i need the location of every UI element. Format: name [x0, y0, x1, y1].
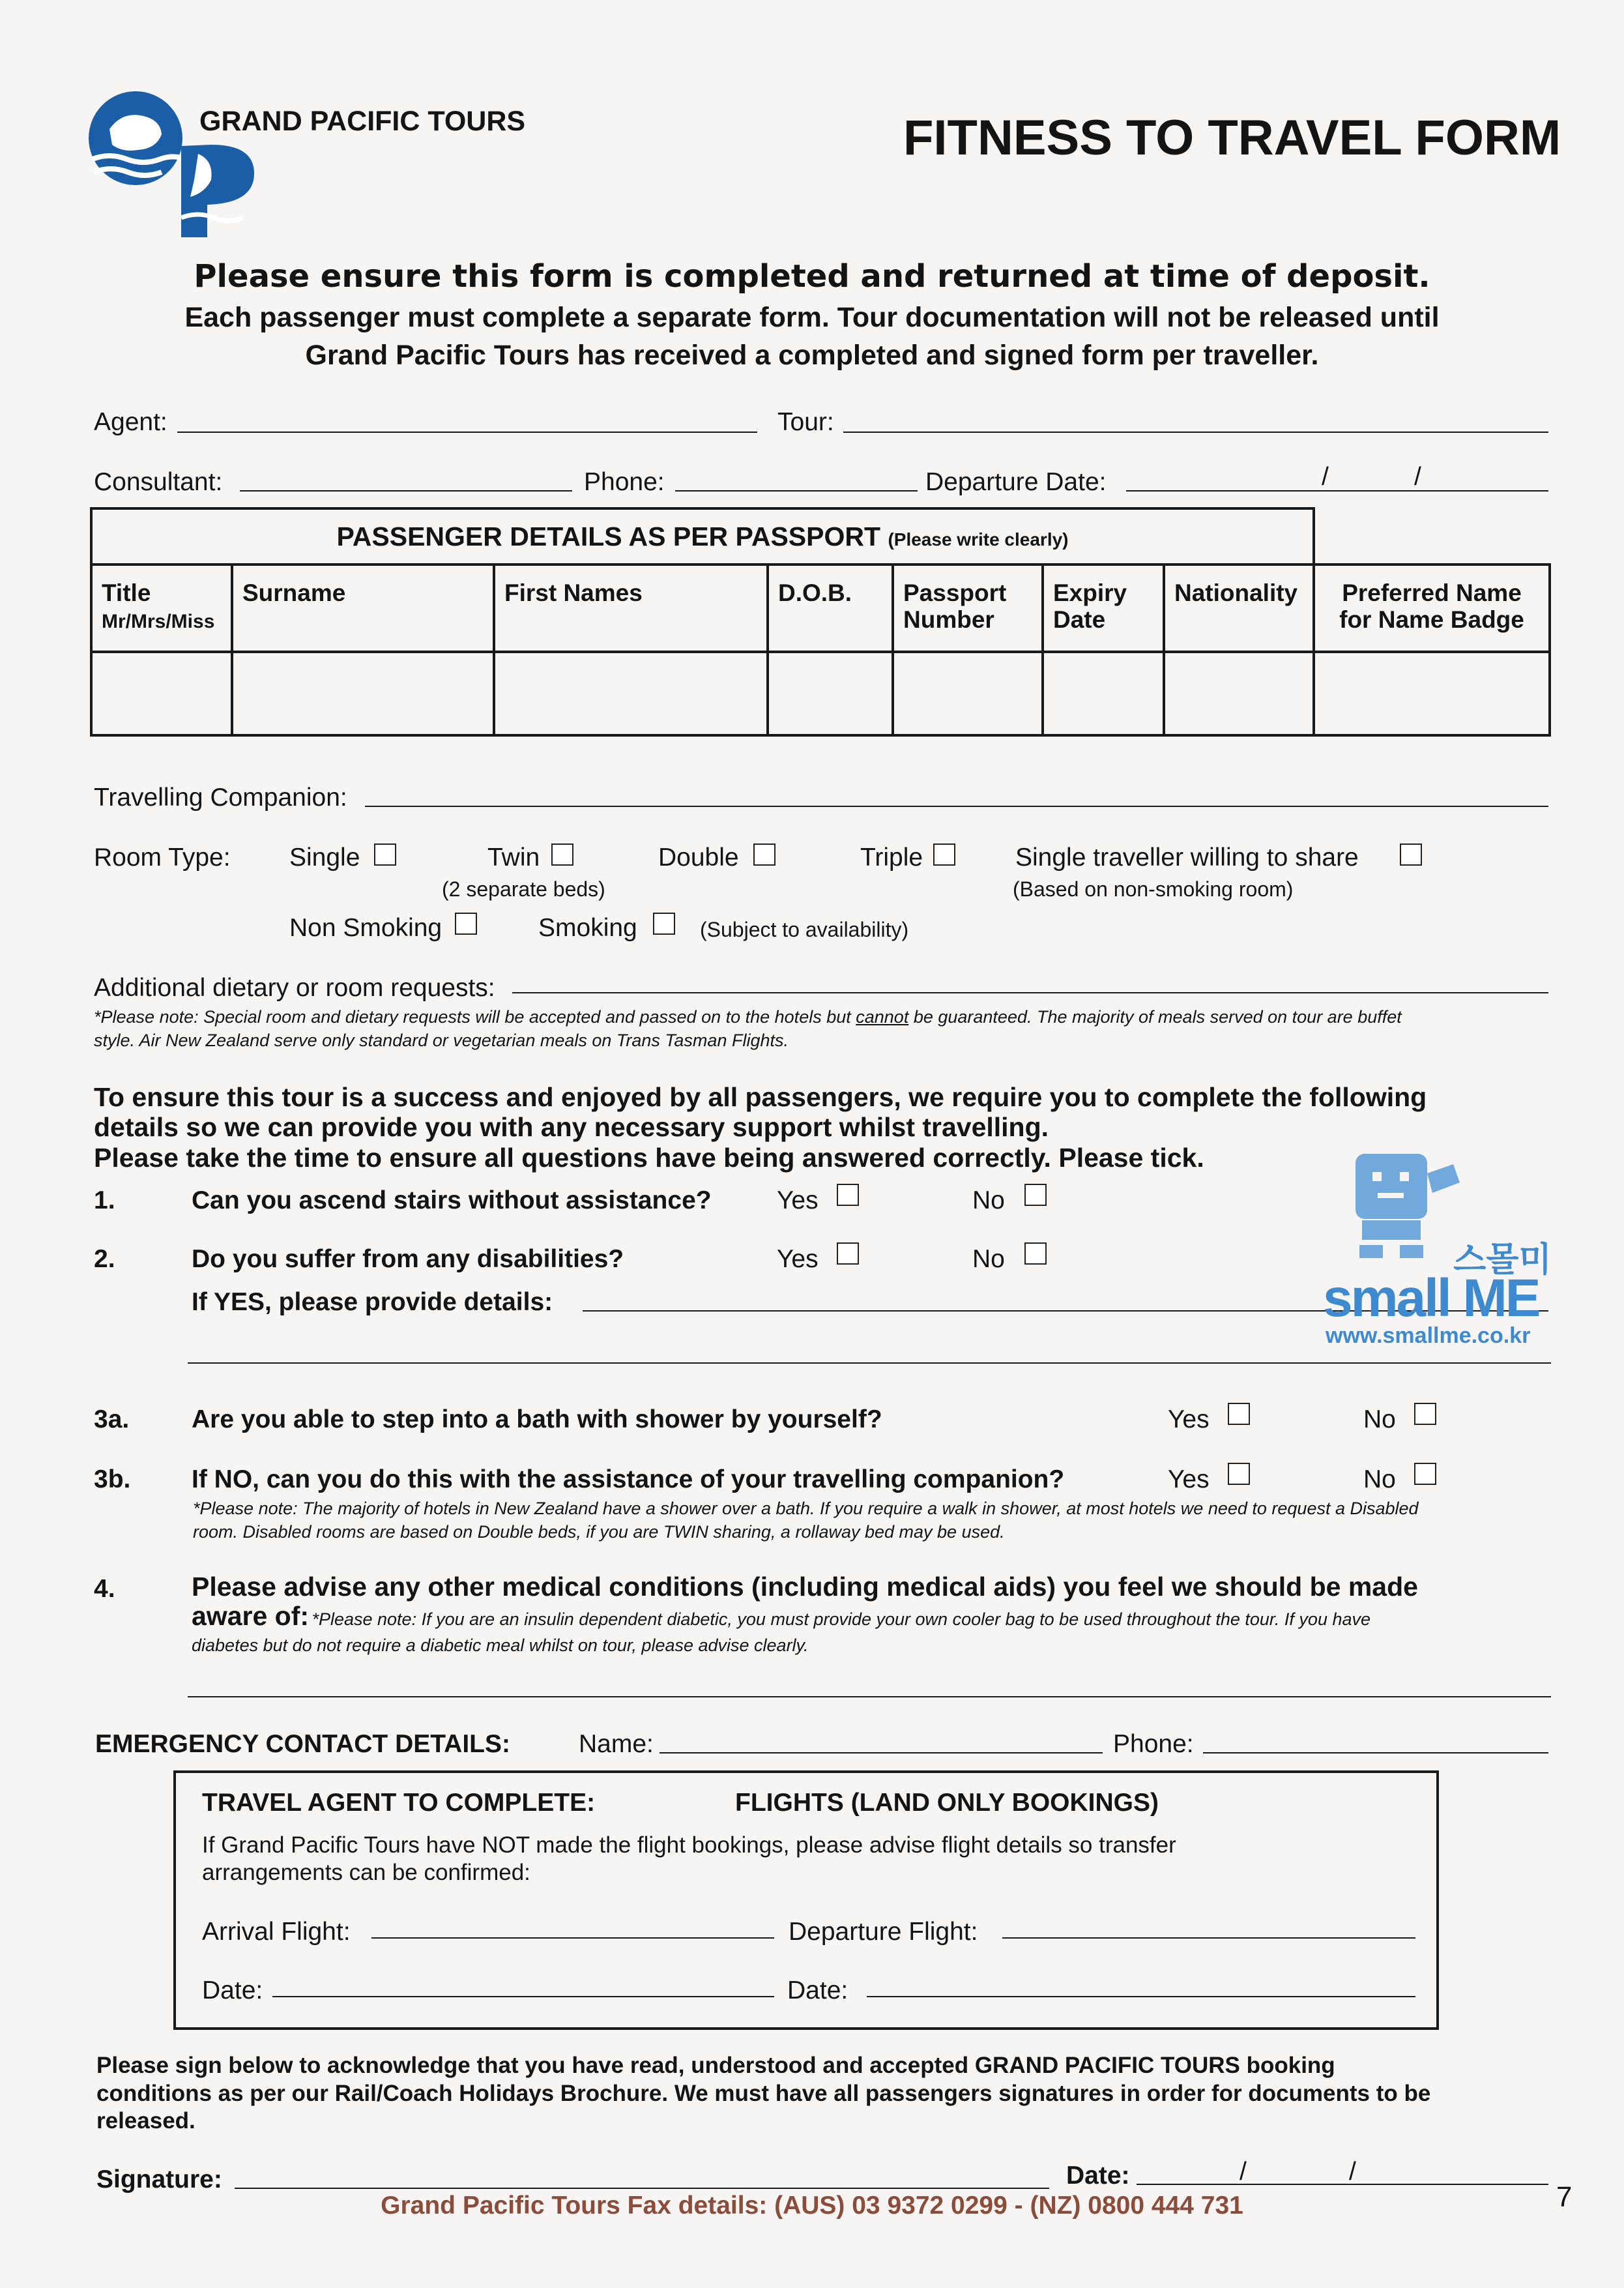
cell-first-names[interactable]: [494, 652, 768, 735]
col-nationality: Nationality: [1164, 565, 1314, 652]
passenger-table-title: PASSENGER DETAILS AS PER PASSPORT: [336, 521, 881, 551]
consultant-field[interactable]: [240, 490, 572, 491]
share-note: (Based on non-smoking room): [1013, 877, 1294, 901]
q3-note: *Please note: The majority of hotels in New Zealand have a shower over a bath. If you require a walk in shower, at most hotels we need to request a Disabled room. Disabled rooms are based on Double beds, if you are TWIN sharing, a rollaway bed may be used.: [193, 1499, 1419, 1542]
agent-box-title: TRAVEL AGENT TO COMPLETE:: [202, 1789, 596, 1817]
q3a-text: Are you able to step into a bath with shower by yourself?: [192, 1405, 882, 1433]
phone-field[interactable]: [675, 490, 918, 491]
q3b-no-checkbox[interactable]: [1414, 1463, 1436, 1485]
consultant-label: Consultant:: [94, 468, 223, 496]
intro-line-3: Grand Pacific Tours has received a completed and signed form per traveller.: [305, 340, 1319, 372]
q2-number: 2.: [94, 1245, 115, 1273]
watermark-korean: 스몰미: [1453, 1241, 1552, 1279]
watermark-name: small ME: [1323, 1269, 1539, 1328]
q2-text: Do you suffer from any disabilities?: [192, 1245, 624, 1273]
cell-nationality[interactable]: [1164, 652, 1314, 735]
passenger-table-note: (Please write clearly): [888, 529, 1069, 550]
col-surname: Surname: [232, 565, 494, 652]
q2-details-field-2[interactable]: [188, 1362, 1551, 1364]
date-separator: /: [1322, 463, 1329, 491]
emergency-label: EMERGENCY CONTACT DETAILS:: [95, 1730, 511, 1758]
cell-expiry-date[interactable]: [1043, 652, 1164, 735]
non-smoking-checkbox[interactable]: [455, 913, 477, 935]
smoking-note: (Subject to availability): [700, 918, 909, 941]
emergency-phone-label: Phone:: [1113, 1730, 1194, 1758]
heading-spacer: [1314, 508, 1550, 565]
departure-flight-label: Departure Flight:: [789, 1918, 978, 1946]
q4-number: 4.: [94, 1575, 115, 1603]
q3a-number: 3a.: [94, 1405, 130, 1433]
q1-yes-label: Yes: [777, 1186, 819, 1214]
q3b-text: If NO, can you do this with the assistance of your travelling companion?: [192, 1465, 1065, 1493]
companion-label: Travelling Companion:: [94, 784, 347, 812]
dietary-note: *Please note: Special room and dietary requests will be accepted and passed on to the hotels but cannot be guaranteed. The majority of meals served on tour are buffet style. Air New Zealand serve only standard or vegetarian meals on Trans Tasman Flights.: [94, 1007, 1402, 1051]
emergency-name-field[interactable]: [660, 1752, 1103, 1753]
q2-yes-checkbox[interactable]: [837, 1242, 859, 1265]
signature-date-field[interactable]: [1137, 2184, 1548, 2185]
q3b-number: 3b.: [94, 1465, 131, 1493]
q1-number: 1.: [94, 1186, 115, 1214]
cell-passport-number[interactable]: [893, 652, 1043, 735]
departure-date-label: Departure Date:: [925, 468, 1107, 496]
intro-deposit-notice: Please ensure this form is completed and returned at time of deposit.: [194, 258, 1430, 295]
q4-answer-field[interactable]: [188, 1696, 1551, 1697]
passenger-table-heading: [91, 508, 1314, 565]
tour-label: Tour:: [777, 408, 834, 436]
q3b-no-label: No: [1363, 1465, 1396, 1493]
phone-label: Phone:: [584, 468, 665, 496]
double-checkbox[interactable]: [753, 843, 776, 866]
col-preferred-name: Preferred Name for Name Badge: [1314, 565, 1550, 652]
passenger-details-table: [90, 507, 1551, 737]
emergency-phone-field[interactable]: [1203, 1752, 1548, 1753]
twin-label: Twin: [487, 843, 540, 872]
q3a-yes-label: Yes: [1168, 1405, 1210, 1433]
cell-preferred-name[interactable]: [1314, 652, 1550, 735]
q3a-yes-checkbox[interactable]: [1228, 1403, 1250, 1425]
q1-text: Can you ascend stairs without assistance?: [192, 1186, 712, 1214]
q1-no-label: No: [972, 1186, 1005, 1214]
departure-flight-field[interactable]: [1002, 1937, 1415, 1939]
company-name: GRAND PACIFIC TOURS: [199, 106, 526, 137]
single-label: Single: [289, 843, 360, 872]
dietary-field[interactable]: [512, 992, 1548, 993]
date-separator: /: [1240, 2158, 1247, 2186]
cannot-emphasis: cannot: [856, 1007, 909, 1027]
q3a-no-label: No: [1363, 1405, 1396, 1433]
q2-details-label: If YES, please provide details:: [192, 1288, 553, 1316]
col-passport-number: Passport Number: [893, 565, 1043, 652]
share-checkbox[interactable]: [1400, 843, 1422, 866]
date-separator: /: [1414, 463, 1421, 491]
triple-label: Triple: [860, 843, 923, 872]
page-title: FITNESS TO TRAVEL FORM: [903, 110, 1561, 166]
col-dob: D.O.B.: [768, 565, 893, 652]
departure-date-field[interactable]: [1126, 490, 1548, 491]
q2-no-checkbox[interactable]: [1024, 1242, 1047, 1265]
agent-box-subtitle: FLIGHTS (LAND ONLY BOOKINGS): [735, 1789, 1159, 1817]
smoking-checkbox[interactable]: [653, 913, 675, 935]
departure-date-box-field[interactable]: [867, 1996, 1415, 1997]
room-type-label: Room Type:: [94, 843, 231, 872]
arrival-flight-field[interactable]: [371, 1937, 774, 1939]
q4-note: *Please note: If you are an insulin dependent diabetic, you must provide your own cooler bag to be used throughout the tour. If you have: [312, 1609, 1371, 1630]
acknowledgement-text: Please sign below to acknowledge that you have read, understood and accepted GRAND PACIFIC TOURS booking conditions as per our Rail/Coach Holidays Brochure. We must have all passengers signatures in order for documents to be released.: [96, 2053, 1431, 2134]
fax-details: Grand Pacific Tours Fax details: (AUS) 03 9372 0299 - (NZ) 0800 444 731: [381, 2192, 1243, 2220]
questions-intro: To ensure this tour is a success and enjoyed by all passengers, we require you to complete the following details so we can provide you with any necessary support whilst travelling. Please take the time to ensure all questions have being answered correctly. Please tick.: [94, 1082, 1427, 1173]
signature-field[interactable]: [235, 2188, 1049, 2189]
arrival-date-label: Date:: [202, 1976, 263, 2004]
signature-label: Signature:: [96, 2165, 222, 2193]
non-smoking-label: Non Smoking: [289, 914, 442, 942]
twin-checkbox[interactable]: [551, 843, 573, 866]
signature-date-label: Date:: [1066, 2162, 1130, 2190]
intro-line-2: Each passenger must complete a separate form. Tour documentation will not be released until: [184, 302, 1440, 333]
companion-field[interactable]: [365, 806, 1548, 807]
cell-title[interactable]: [91, 652, 232, 735]
single-checkbox[interactable]: [374, 843, 396, 866]
q3b-yes-checkbox[interactable]: [1228, 1463, 1250, 1485]
q1-yes-checkbox[interactable]: [837, 1184, 859, 1206]
tour-field[interactable]: [843, 432, 1548, 433]
col-expiry-date: Expiry Date: [1043, 565, 1164, 652]
q2-no-label: No: [972, 1245, 1005, 1273]
agent-label: Agent:: [94, 408, 167, 436]
emergency-name-label: Name:: [579, 1730, 654, 1758]
arrival-flight-label: Arrival Flight:: [202, 1918, 351, 1946]
agent-box-instructions: If Grand Pacific Tours have NOT made the flight bookings, please advise flight details so transfer arrangements can be confirmed:: [202, 1832, 1176, 1885]
col-first-names: First Names: [494, 565, 768, 652]
double-label: Double: [658, 843, 739, 872]
q3a-no-checkbox[interactable]: [1414, 1403, 1436, 1425]
share-label: Single traveller willing to share: [1015, 843, 1359, 872]
q1-no-checkbox[interactable]: [1024, 1184, 1047, 1206]
arrival-date-field[interactable]: [272, 1996, 774, 1997]
departure-date-box-label: Date:: [787, 1976, 848, 2004]
q2-yes-label: Yes: [777, 1245, 819, 1273]
q3b-yes-label: Yes: [1168, 1465, 1210, 1493]
agent-field[interactable]: [177, 432, 757, 433]
watermark-url: www.smallme.co.kr: [1326, 1323, 1531, 1348]
page-number: 7: [1556, 2181, 1573, 2213]
triple-checkbox[interactable]: [933, 843, 955, 866]
q4-note-2: diabetes but do not require a diabetic meal whilst on tour, please advise clearly.: [192, 1635, 809, 1656]
date-separator: /: [1349, 2158, 1356, 2186]
smoking-label: Smoking: [538, 914, 637, 942]
twin-note: (2 separate beds): [442, 877, 605, 901]
cell-dob[interactable]: [768, 652, 893, 735]
intro-separate-form: [0, 299, 1624, 374]
cell-surname[interactable]: [232, 652, 494, 735]
dietary-label: Additional dietary or room requests:: [94, 974, 495, 1002]
q4-text: Please advise any other medical conditions (including medical aids) you feel we should be made aware of: *Please note: If you are an insulin dependent diabetic, you must provide your own cooler bag to be used throughout the tour. If you have diabetes but do not require a diabetic meal whilst on tour, please advise clearly.: [192, 1572, 1560, 1656]
col-title: Title Mr/Mrs/Miss: [91, 565, 232, 652]
